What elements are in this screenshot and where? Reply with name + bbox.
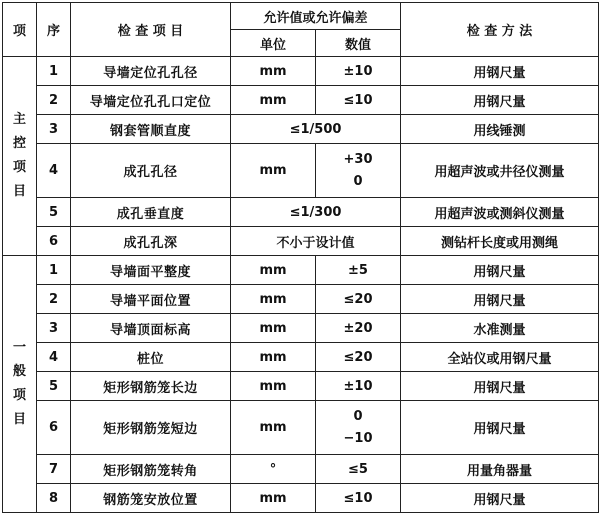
method-cell: 用钢尺量 [401,57,599,86]
item-cell: 导墙平面位置 [71,285,231,314]
inspection-table [2,2,599,513]
table-row [3,372,599,401]
unit-cell: ° [231,455,316,484]
header-value: 数值 [316,30,401,57]
seq-cell: 7 [37,455,71,484]
header-allowance: 允许值或允许偏差 [231,3,401,30]
method-cell: 用钢尺量 [401,285,599,314]
seq-cell: 8 [37,484,71,513]
value-lower: −10 [343,430,373,446]
seq-cell: 1 [37,256,71,285]
method-cell: 用钢尺量 [401,372,599,401]
table-row [3,455,599,484]
value-upper: 0 [353,408,363,424]
seq-cell: 5 [37,198,71,227]
method-cell: 用钢尺量 [401,86,599,115]
item-cell: 导墙顶面标高 [71,314,231,343]
seq-cell: 3 [37,314,71,343]
table-row [3,198,599,227]
merged-value-cell: ≤1/300 [231,198,401,227]
category-char: 主 [12,112,26,127]
header-category: 项 [3,3,37,57]
unit-cell: mm [231,86,316,115]
item-cell: 矩形钢筋笼长边 [71,372,231,401]
header-method: 检 查 方 法 [401,3,599,57]
header-item: 检 查 项 目 [71,3,231,57]
category-char: 般 [12,364,26,379]
unit-cell: mm [231,144,316,198]
seq-cell: 1 [37,57,71,86]
item-cell: 导墙定位孔孔口定位 [71,86,231,115]
header-seq: 序 [37,3,71,57]
value-cell: ±5 [316,256,401,285]
header-unit: 单位 [231,30,316,57]
unit-cell: mm [231,57,316,86]
category-char: 项 [12,388,26,403]
seq-cell: 2 [37,285,71,314]
merged-value-cell: ≤1/500 [231,115,401,144]
value-cell: ±20 [316,314,401,343]
table-row [3,227,599,256]
seq-cell: 6 [37,227,71,256]
merged-value-cell: 不小于设计值 [231,227,401,256]
value-cell: ≤20 [316,343,401,372]
method-cell: 用超声波或井径仪测量 [401,144,599,198]
value-cell: ±10 [316,57,401,86]
table-row [3,401,599,455]
value-cell: ≤5 [316,455,401,484]
method-cell: 全站仪或用钢尺量 [401,343,599,372]
category-main-control [3,57,37,256]
value-cell [316,401,401,455]
unit-cell: mm [231,401,316,455]
unit-cell: mm [231,343,316,372]
category-char: 目 [12,184,26,199]
seq-cell: 2 [37,86,71,115]
table-row [3,256,599,285]
unit-cell: mm [231,285,316,314]
value-cell: ≤20 [316,285,401,314]
seq-cell: 3 [37,115,71,144]
item-cell: 成孔垂直度 [71,198,231,227]
unit-cell: mm [231,256,316,285]
method-cell: 用钢尺量 [401,484,599,513]
unit-cell: mm [231,372,316,401]
table-row [3,115,599,144]
unit-cell: mm [231,314,316,343]
item-cell: 钢套管顺直度 [71,115,231,144]
category-char: 一 [12,340,26,355]
value-cell [316,144,401,198]
category-char: 目 [12,412,26,427]
unit-cell: mm [231,484,316,513]
table-row [3,285,599,314]
method-cell: 用量角器量 [401,455,599,484]
value-cell: ≤10 [316,86,401,115]
table-row [3,314,599,343]
item-cell: 钢筋笼安放位置 [71,484,231,513]
value-upper: +30 [343,151,373,167]
item-cell: 成孔孔深 [71,227,231,256]
method-cell: 用钢尺量 [401,401,599,455]
table-row [3,57,599,86]
table-row [3,144,599,198]
value-cell: ±10 [316,372,401,401]
seq-cell: 5 [37,372,71,401]
value-lower: 0 [353,173,363,189]
seq-cell: 4 [37,343,71,372]
category-general [3,256,37,513]
method-cell: 水准测量 [401,314,599,343]
item-cell: 导墙面平整度 [71,256,231,285]
table-row [3,343,599,372]
item-cell: 桩位 [71,343,231,372]
value-cell: ≤10 [316,484,401,513]
table-row [3,484,599,513]
item-cell: 导墙定位孔孔径 [71,57,231,86]
item-cell: 矩形钢筋笼短边 [71,401,231,455]
category-char: 项 [12,160,26,175]
seq-cell: 4 [37,144,71,198]
item-cell: 成孔孔径 [71,144,231,198]
method-cell: 用钢尺量 [401,256,599,285]
seq-cell: 6 [37,401,71,455]
item-cell: 矩形钢筋笼转角 [71,455,231,484]
method-cell: 测钻杆长度或用测绳 [401,227,599,256]
method-cell: 用超声波或测斜仪测量 [401,198,599,227]
method-cell: 用线锤测 [401,115,599,144]
table-row [3,86,599,115]
category-char: 控 [12,136,26,151]
